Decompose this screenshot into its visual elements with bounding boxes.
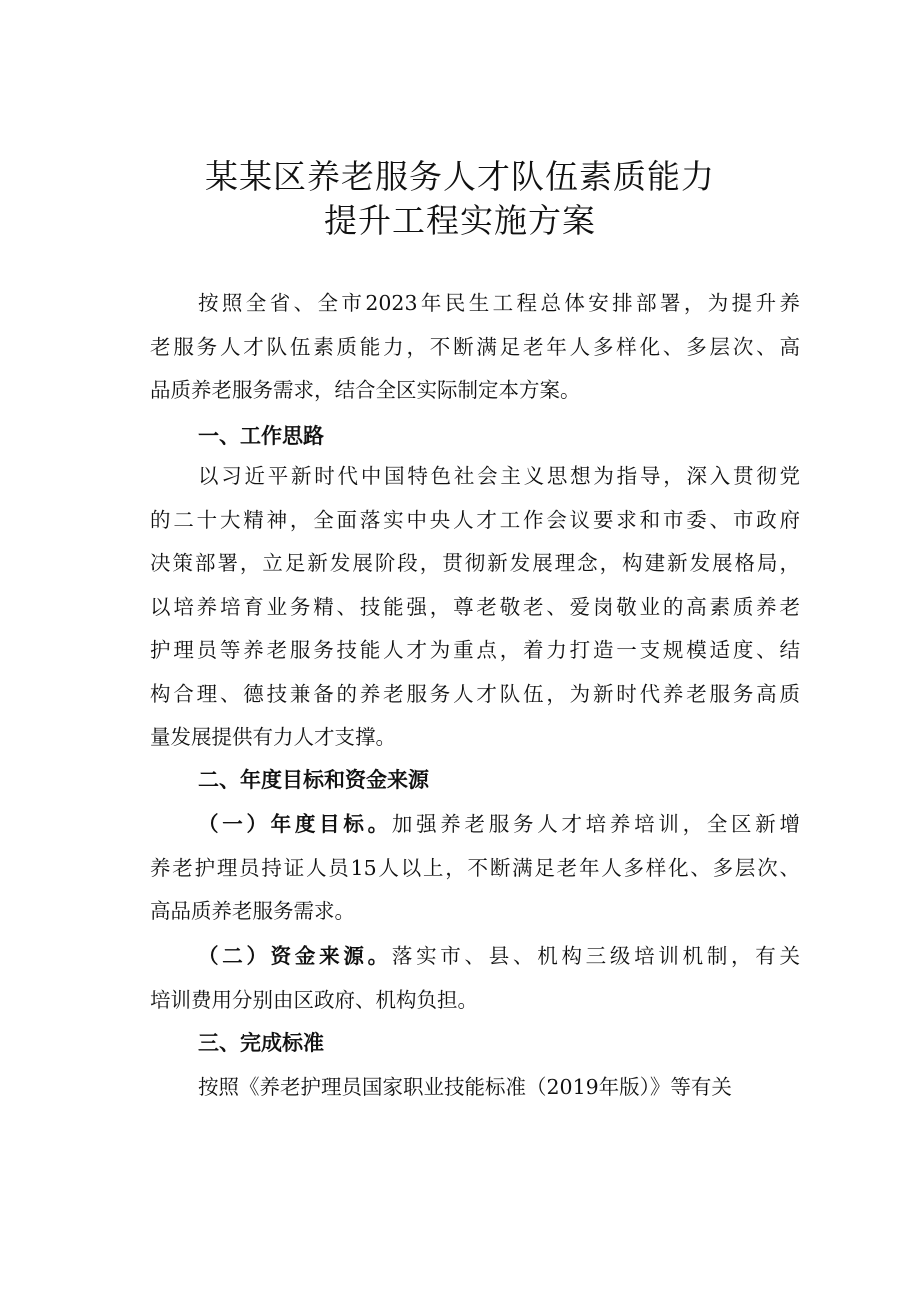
intro-line-2: 老服务人才队伍素质能力，不断满足老年人多样化、多层次、高 [150, 334, 800, 359]
section1-line-6: 构合理、德技兼备的养老服务人才队伍，为新时代养老服务高质 [150, 681, 800, 706]
section1-paragraph [150, 455, 800, 760]
section-heading-completion-standard: 三、完成标准 [198, 1031, 324, 1055]
section1-line-1: 以习近平新时代中国特色社会主义思想为指导，深入贯彻党 [198, 464, 800, 488]
sub2-lead: （二）资金来源。 [198, 944, 392, 968]
sub2-line-1-text: 落实市、县、机构三级培训机制，有关 [391, 944, 801, 968]
section1-line-7: 量发展提供有力人才支撑。 [150, 725, 396, 749]
section3-paragraph [150, 1066, 800, 1110]
intro-line-1: 按照全省、全市2023年民生工程总体安排部署，为提升养 [198, 291, 800, 315]
subsection-annual-goal [150, 803, 800, 934]
intro-paragraph [150, 282, 800, 413]
sub2-line-2: 培训费用分别由区政府、机构负担。 [150, 987, 478, 1012]
section-heading-work-approach: 一、工作思路 [198, 424, 324, 448]
section1-line-2: 的二十大精神，全面落实中央人才工作会议要求和市委、市政府 [150, 507, 800, 532]
sub1-line-2: 养老护理员持证人员15人以上，不断满足老年人多样化、多层次、 [150, 855, 800, 880]
sub2-line-1 [150, 935, 800, 979]
sub1-line-1 [150, 803, 800, 847]
section1-line-5: 护理员等养老服务技能人才为重点，着力打造一支规模适度、结 [150, 638, 800, 662]
subsection-funding-source [150, 935, 800, 1022]
section-heading-goals-funding: 二、年度目标和资金来源 [198, 768, 429, 792]
intro-line-3: 品质养老服务需求，结合全区实际制定本方案。 [150, 378, 581, 402]
document-title-line-2: 提升工程实施方案 [324, 201, 596, 240]
section1-line-4: 以培养培育业务精、技能强，尊老敬老、爱岗敬业的高素质养老 [150, 594, 800, 619]
sub1-line-1-text: 加强养老服务人才培养培训，全区新增 [391, 812, 801, 836]
sub1-line-3: 高品质养老服务需求。 [150, 899, 355, 923]
sub1-lead: （一）年度目标。 [198, 812, 392, 836]
document-title-line-1: 某某区养老服务人才队伍素质能力 [205, 157, 715, 196]
section1-line-3: 决策部署，立足新发展阶段，贯彻新发展理念，构建新发展格局， [150, 551, 800, 575]
section3-line-1: 按照《养老护理员国家职业技能标准（2019年版）》等有关 [198, 1075, 732, 1099]
